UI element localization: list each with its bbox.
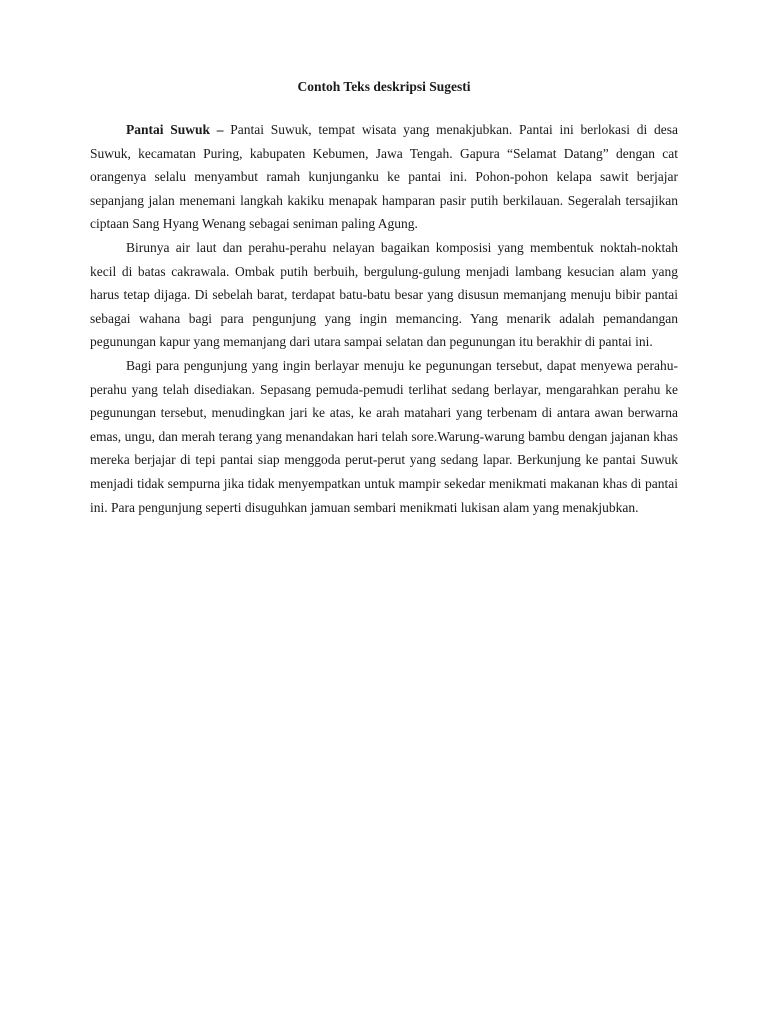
paragraph-1-lead: Pantai Suwuk – — [126, 122, 224, 137]
paragraph-3 — [90, 354, 678, 519]
paragraph-3-text: Bagi para pengunjung yang ingin berlayar menuju ke pegunungan tersebut, dapat menyewa perahu-perahu yang telah disediakan. Sepasang pemuda-pemudi terlihat sedang berlayar, mengarahkan perahu ke pegunungan tersebut, menudingkan jari ke atas, ke arah matahari yang terbenam di antara awan berwarna emas, ungu, dan merah terang yang menandakan hari telah sore.Warung-warung bambu dengan jajanan khas mereka berjajar di tepi pantai siap menggoda perut-perut yang sedang lapar. Berkunjung ke pantai Suwuk menjadi tidak sempurna jika tidak menyempatkan untuk mampir sekedar menikmati makanan khas di pantai ini. Para pengunjung seperti disuguhkan jamuan sembari menikmati lukisan alam yang menakjubkan. — [90, 357, 678, 515]
paragraph-2-text: Birunya air laut dan perahu-perahu nelayan bagaikan komposisi yang membentuk noktah-noktah kecil di batas cakrawala. Ombak putih berbuih, bergulung-gulung menjadi lambang kesucian alam yang harus tetap dijaga. Di sebelah barat, terdapat batu-batu besar yang disusun memanjang menuju bibir pantai sebagai wahana bagi para pengunjung yang ingin memancing. Yang menarik adalah pemandangan pegunungan kapur yang memanjang dari utara sampai selatan dan pegunungan itu berakhir di pantai ini. — [90, 239, 678, 350]
paragraph-1 — [90, 118, 678, 236]
document-title: Contoh Teks deskripsi Sugesti — [297, 79, 471, 94]
paragraph-2 — [90, 236, 678, 354]
paragraph-1-text: Pantai Suwuk, tempat wisata yang menakjubkan. Pantai ini berlokasi di desa Suwuk, kecamatan Puring, kabupaten Kebumen, Jawa Tengah. Gapura “Selamat Datang” dengan cat orangenya selalu menyambut ramah kunjunganku ke pantai ini. Pohon-pohon kelapa sawit berjajar sepanjang jalan menemani langkah kakiku menapak hamparan pasir putih berkilauan. Segeralah tersajikan ciptaan Sang Hyang Wenang sebagai seniman paling Agung. — [90, 122, 678, 232]
